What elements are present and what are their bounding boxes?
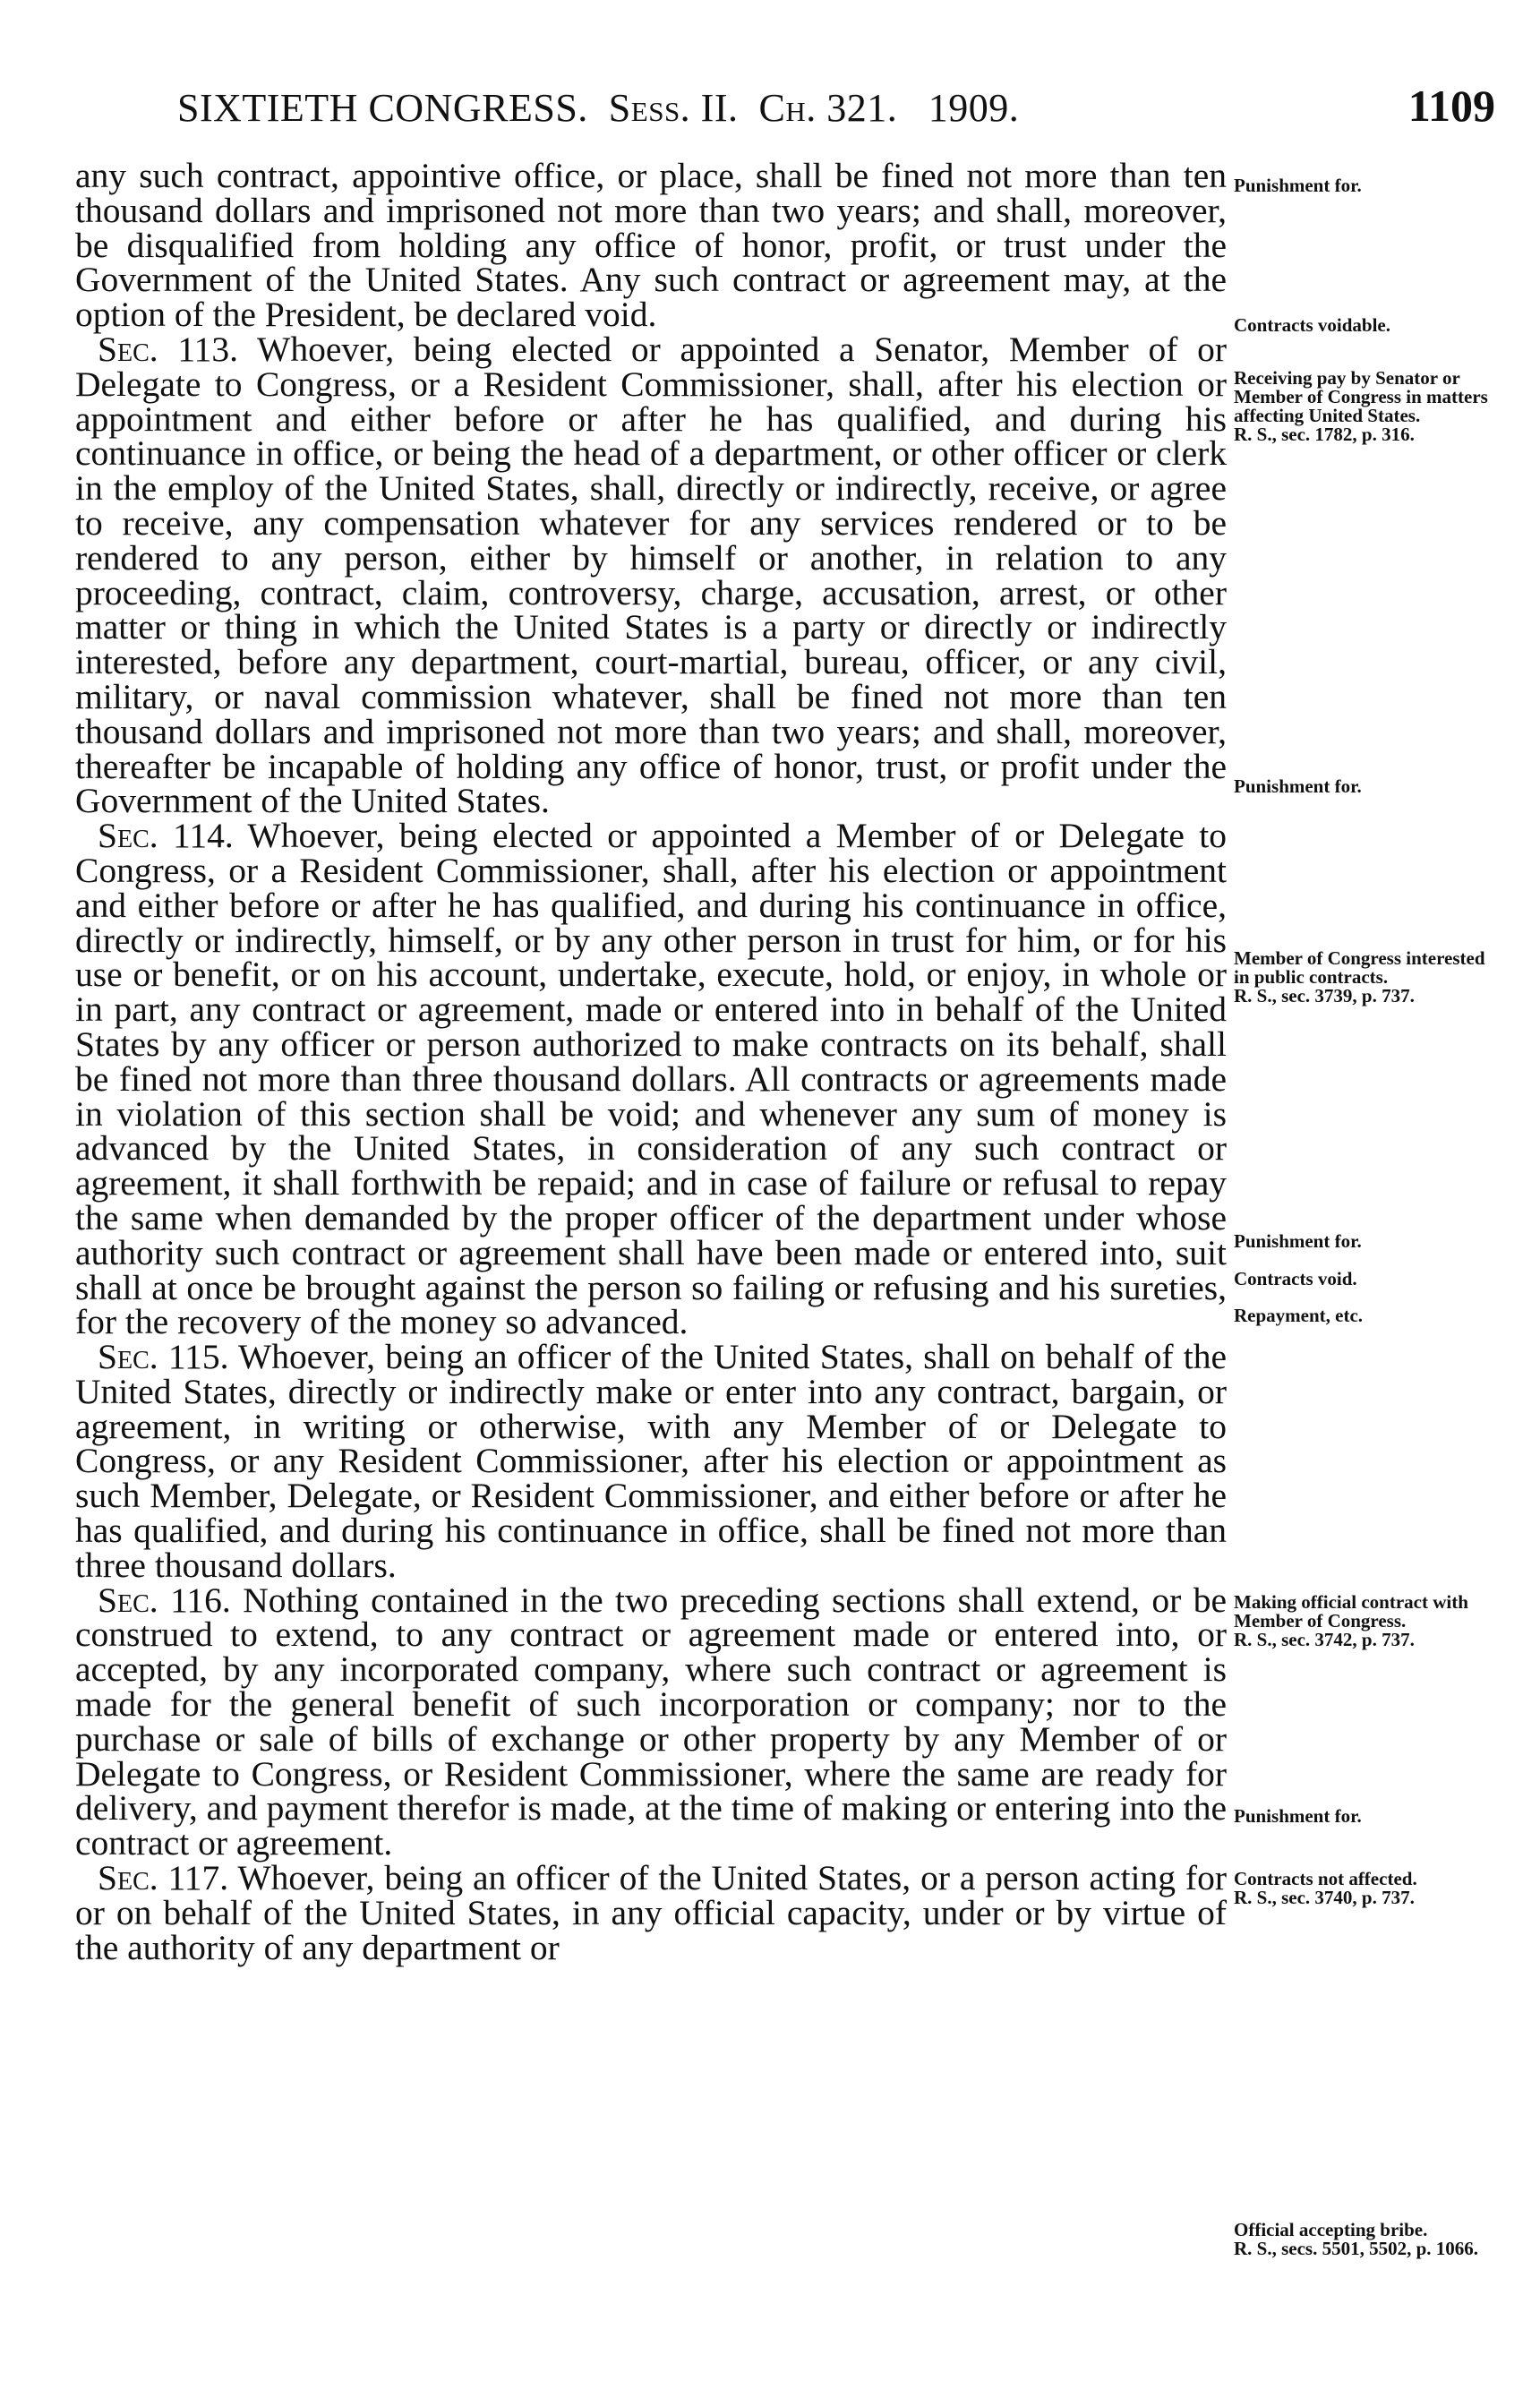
running-head-title [177,85,1019,131]
section-113 [75,329,1227,821]
margin-ref: R. S., secs. 5501, 5502, p. 1066. [1234,2238,1479,2259]
session-label: Sess. II. [608,86,739,130]
margin-note: Making official contract with Member of Congress. R. S., sec. 3742, p. 737. [1234,1593,1493,1649]
margin-note: Contracts void. [1234,1268,1357,1289]
section-117 [75,1858,1227,1967]
statute-body [75,158,1227,1965]
margin-note: Official accepting bribe. R. S., secs. 5501, 5502, p. 1066. [1234,2221,1493,2258]
section-text: Nothing contained in the two preceding sections shall extend, or be construed to extend, to any contract or agreement made or entered into, or accepted, by any incorporated company, where such contract or agreement is made for the general benefit of such incorporation or company; nor to the purchase or sale of bills of exchange or other property by any Member of or Delegate to Congress, or Resident Commissioner, where the same are ready for delivery, and payment therefor is made, at the time of making or entering into the contract or agreement. [75,1580,1227,1863]
margin-note: Punishment for. [1234,1230,1362,1252]
margin-note: Contracts not affected. R. S., sec. 3740, p. 737. [1234,1870,1493,1907]
section-text: Whoever, being an officer of the United States, or a person acting for or on behalf of the United States, in any official capacity, under or by virtue of the authority of any department or [75,1858,1227,1967]
section-115 [75,1337,1227,1585]
margin-note: Punishment for. [1234,175,1362,196]
section-116 [75,1580,1227,1863]
margin-note: Punishment for. [1234,1805,1362,1827]
margin-ref: R. S., sec. 3740, p. 737. [1234,1887,1415,1908]
section-114 [75,818,1227,1340]
section-label: Sec. 114. [98,816,234,856]
margin-note: Repayment, etc. [1234,1305,1364,1326]
section-label: Sec. 115. [98,1337,229,1377]
congress-label: SIXTIETH CONGRESS. [177,86,588,130]
margin-note: Receiving pay by Senator or Member of Congress in matters affecting United States. R. S., sec. 1782, p. 316. [1234,369,1493,444]
section-label: Sec. 117. [98,1858,229,1898]
margin-note: Member of Congress interested in public contracts. R. S., sec. 3739, p. 737. [1234,949,1493,1006]
page-number: 1109 [1407,81,1495,131]
margin-ref: R. S., sec. 3742, p. 737. [1234,1629,1415,1650]
year-label: 1909. [928,86,1020,130]
section-text: Whoever, being elected or appointed a Senator, Member of or Delegate to Congress, or a Resident Commissioner, shall, after his election or appointment and either before or after he has qualified, and during his continuance in office, or being the head of a department, or other officer or clerk in the employ of the United States, shall, directly or indirectly, receive, or agree to receive, any compensation whatever for any services rendered or to be rendered to any person, either by himself or another, in relation to any proceeding, contract, claim, controversy, charge, accusation, arrest, or other matter or thing in which the United States is a party or directly or indirectly interested, before any department, court-martial, bureau, officer, or any civil, military, or naval commission whatever, shall be fined not more than ten thousand dollars and imprisoned not more than two years; and shall, moreover, thereafter be incapable of holding any office of honor, trust, or profit under the Government of the United States. [75,329,1227,821]
continuation-paragraph: any such contract, appointive office, or place, shall be fined not more than ten thousand dollars and imprisoned not more than two years; and shall, moreover, be disqualified from holding any office of honor, profit, or trust under the Government of the United States. Any such contract or agreement may, at the option of the President, be declared void. [75,156,1227,335]
running-header [0,81,1540,139]
section-text: Whoever, being an officer of the United States, shall on behalf of the United States, directly or indirectly make or enter into any contract, bargain, or agreement, in writing or otherwise, with any Member of or Delegate to Congress, or any Resident Commissioner, after his election or appointment as such Member, Delegate, or Resident Commissioner, and either before or after he has qualified, and during his continuance in office, shall be fined not more than three thousand dollars. [75,1337,1227,1585]
margin-ref: R. S., sec. 3739, p. 737. [1234,985,1415,1006]
section-text: Whoever, being elected or appointed a Member of or Delegate to Congress, or a Resident Commissioner, shall, after his election or appointment and either before or after he has qualified, and during his continuance in office, directly or indirectly, himself, or by any other person in trust for him, or for his use or benefit, or on his account, undertake, execute, hold, or enjoy, in whole or in part, any contract or agreement, made or entered into in behalf of the United States by any officer or person authorized to make contracts on its behalf, shall be fined not more than three thousand dollars. All contracts or agreements made in violation of this section shall be void; and whenever any sum of money is advanced by the United States, in consideration of any such contract or agreement, it shall forthwith be repaid; and in case of failure or refusal to repay the same when demanded by the proper officer of the department under whose authority such contract or agreement shall have been made or entered into, suit shall at once be brought against the person so failing or refusing and his sureties, for the recovery of the money so advanced. [75,816,1227,1342]
section-label: Sec. 116. [98,1580,231,1620]
margin-ref: R. S., sec. 1782, p. 316. [1234,424,1415,445]
chapter-label: Ch. 321. [758,86,898,130]
margin-note: Contracts voidable. [1234,314,1390,336]
section-label: Sec. 113. [98,329,239,369]
margin-note: Punishment for. [1234,775,1362,797]
